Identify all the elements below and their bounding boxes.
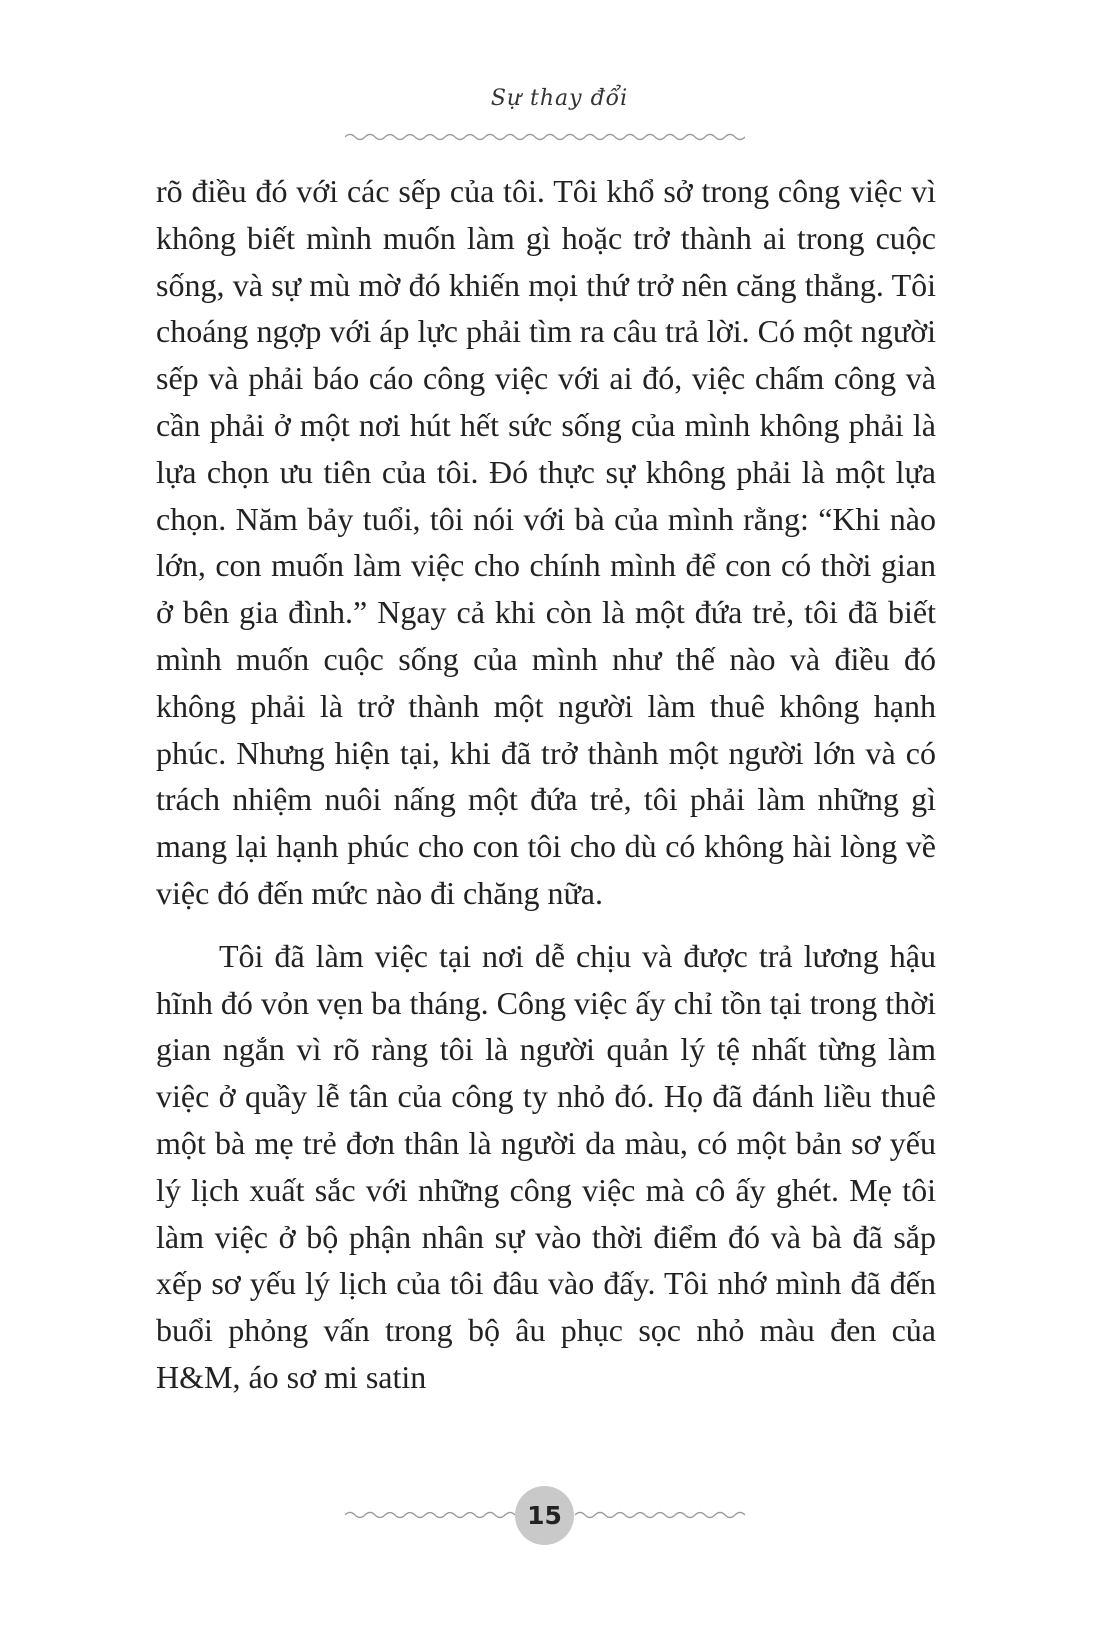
header-divider — [345, 130, 745, 144]
header-divider-wave — [345, 135, 745, 140]
running-title: Sự thay đổi — [490, 86, 629, 111]
footer-divider-right — [575, 1508, 745, 1522]
page-number-badge: 15 — [515, 1486, 574, 1545]
footer-divider-left-wave — [345, 1513, 515, 1518]
paragraph-continued: rõ điều đó với các sếp của tôi. Tôi khổ sở trong công việc vì không biết mình muốn làm gì hoặc trở thành ai trong cuộc sống, và sự mù mờ đó khiến mọi thứ trở nên căng thẳng. Tôi choáng ngợp với áp lực phải tìm ra câu trả lời. Có một người sếp và phải báo cáo công việc với ai đó, việc chấm công và cần phải ở một nơi hút hết sức sống của mình không phải là lựa chọn ưu tiên của tôi. Đó thực sự không phải là một lựa chọn. Năm bảy tuổi, tôi nói với bà của mình rằng: “Khi nào lớn, con muốn làm việc cho chính mình để con có thời gian ở bên gia đình.” Ngay cả khi còn là một đứa trẻ, tôi đã biết mình muốn cuộc sống của mình như thế nào và điều đó không phải là trở thành một người làm thuê không hạnh phúc. Nhưng hiện tại, khi đã trở thành một người lớn và có trách nhiệm nuôi nấng một đứa trẻ, tôi phải làm những gì mang lại hạnh phúc cho con tôi cho dù có không hài lòng về việc đó đến mức nào đi chăng nữa. — [156, 173, 936, 911]
footer-divider-right-wave — [575, 1513, 745, 1518]
footer-divider-left — [345, 1508, 515, 1522]
body-text — [156, 168, 936, 1401]
paragraph-new: Tôi đã làm việc tại nơi dễ chịu và được trả lương hậu hĩnh đó vỏn vẹn ba tháng. Công việc ấy chỉ tồn tại trong thời gian ngắn vì rõ ràng tôi là người quản lý tệ nhất từng làm việc ở quầy lễ tân của công ty nhỏ đó. Họ đã đánh liều thuê một bà mẹ trẻ đơn thân là người da màu, có một bản sơ yếu lý lịch xuất sắc với những công việc mà cô ấy ghét. Mẹ tôi làm việc ở bộ phận nhân sự vào thời điểm đó và bà đã sắp xếp sơ yếu lý lịch của tôi đâu vào đấy. Tôi nhớ mình đã đến buổi phỏng vấn trong bộ âu phục sọc nhỏ màu đen của H&M, áo sơ mi satin — [156, 937, 936, 1395]
